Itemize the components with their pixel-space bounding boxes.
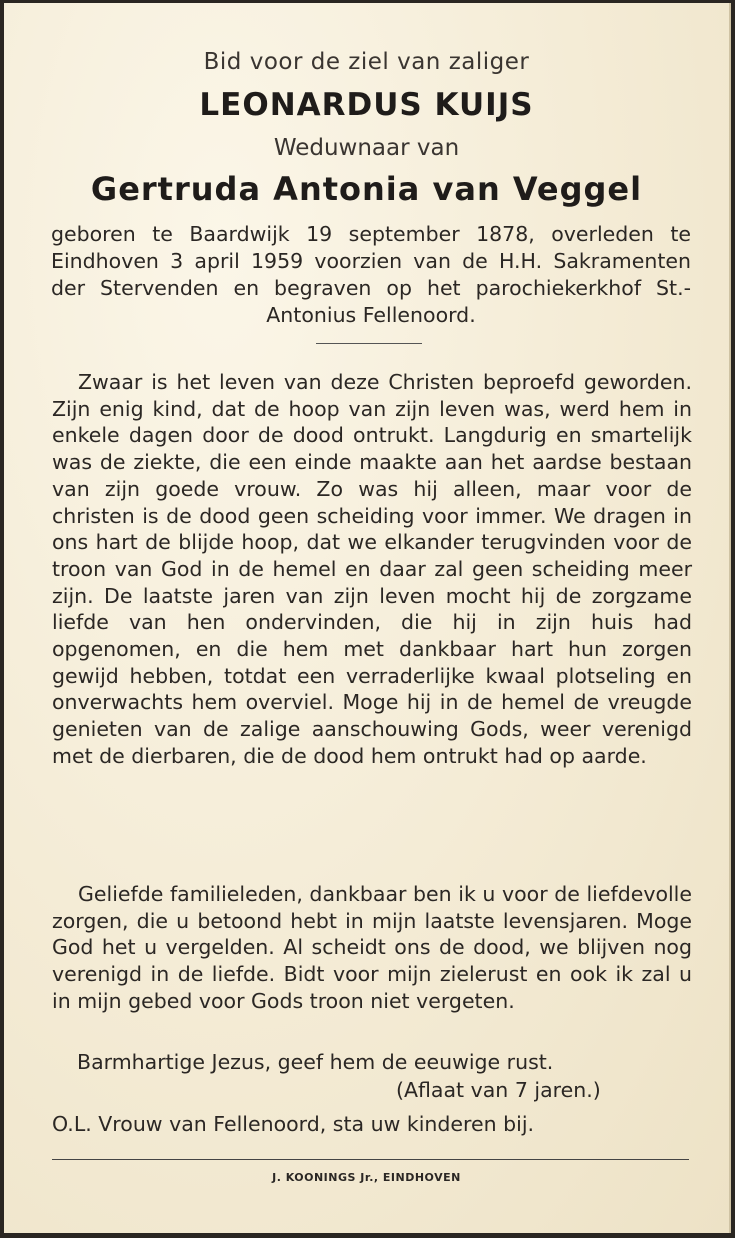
prayer-request: Bid voor de ziel van zaliger: [203, 49, 530, 75]
divider-long: [52, 1159, 689, 1160]
relation-label: Weduwnaar van: [273, 135, 460, 161]
indulgence-note: (Aflaat van 7 jaren.): [396, 1078, 601, 1102]
body-paragraph: Zwaar is het leven van deze Christen beproefd geworden. Zijn enig kind, dat de hoop van zijn leven was, werd hem in enkele dagen door de dood ontrukt. Langdurig en smartelijk was de ziekte, die een einde maakte aan het aardse bestaan van zijn goede vrouw. Zo was hij alleen, maar voor de christen is de dood geen scheiding voor immer. We dragen in ons hart de blijde hoop, dat we elkander terugvinden voor de troon van God in de hemel en daar zal geen scheiding meer zijn. De laatste jaren van zijn leven mocht hij de zorgzame liefde van hen ondervinden, die hij in zijn huis had opgenomen, en die hem met dankbaar hart hun zorgen gewijd hebben, totdat een verraderlijke kwaal plotseling en onverwachts hem overviel. Moge hij in de hemel de vreugde genieten van de zalige aanschouwing Gods, weer verenigd met de dierbaren, die de dood hem ontrukt had op aarde.: [52, 370, 692, 768]
printer-imprint: J. KOONINGS Jr., EINDHOVEN: [272, 1171, 461, 1184]
closing-prayer: Barmhartige Jezus, geef hem de eeuwige rust.: [77, 1050, 554, 1074]
invocation: O.L. Vrouw van Fellenoord, sta uw kinderen bij.: [52, 1112, 535, 1136]
memorial-card: [4, 3, 731, 1233]
divider-short: [316, 343, 422, 344]
deceased-name: LEONARDUS KUIJS: [199, 87, 534, 123]
spouse-name: Gertruda Antonia van Veggel: [90, 170, 643, 208]
biographical-details: geboren te Baardwijk 19 september 1878, overleden te Eindhoven 3 april 1959 voorzien van de H.H. Sakramenten der Stervenden en begraven op het parochiekerkhof St.-Antonius Fellenoord.: [51, 222, 691, 327]
body-paragraph: Geliefde familieleden, dankbaar ben ik u voor de liefdevolle zorgen, die u betoond hebt in mijn laatste levensjaren. Moge God het u vergelden. Al scheidt ons de dood, we blijven nog verenigd in de liefde. Bidt voor mijn zielerust en ook ik zal u in mijn gebed voor Gods troon niet vergeten.: [52, 882, 692, 1013]
